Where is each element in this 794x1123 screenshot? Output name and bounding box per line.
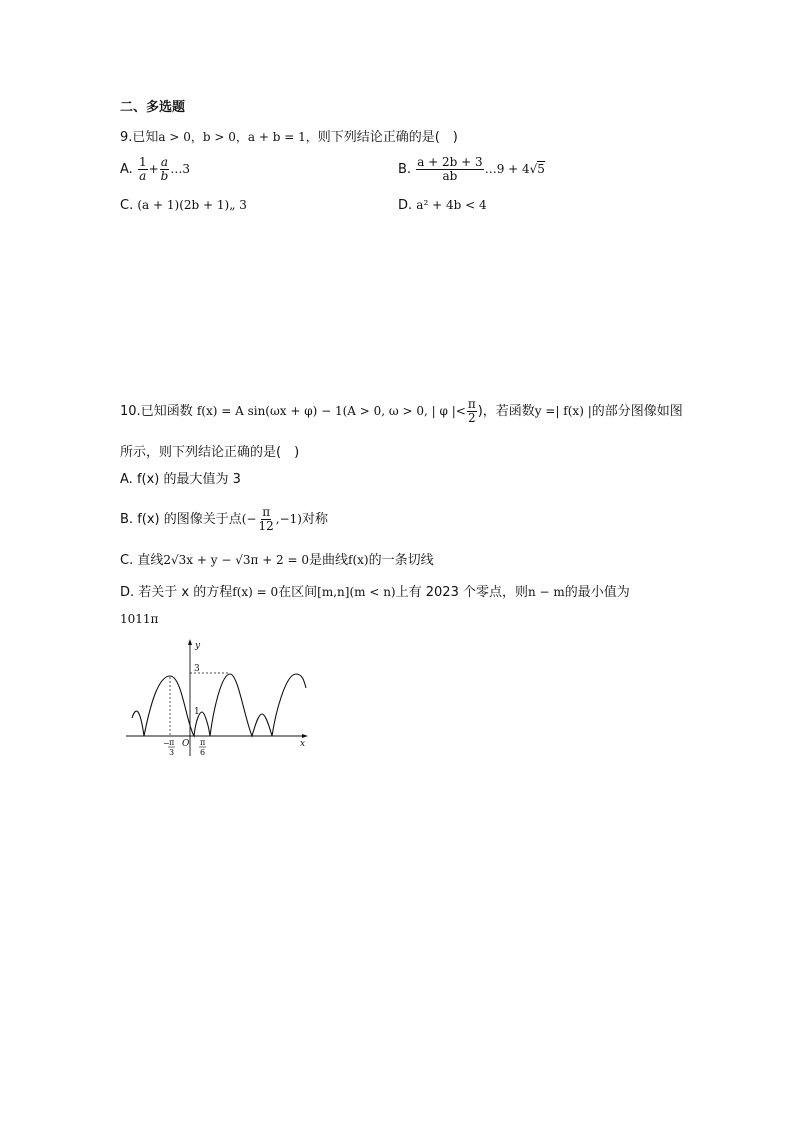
question-10-option-a[interactable] <box>120 468 241 487</box>
y-tick-3: 3 <box>194 664 200 674</box>
question-9-option-d[interactable] <box>398 198 487 213</box>
y-axis-label: y <box>195 641 201 651</box>
option-b-root: 5 <box>537 162 545 176</box>
q10-option-c-text2: 是曲线 <box>309 553 349 568</box>
question-10-stem-line2: 所示，则下列结论正确的是( ) <box>120 445 300 460</box>
option-b-numerator: a + 2b + 3 <box>417 155 483 169</box>
x-axis-arrow <box>302 734 308 738</box>
y-tick-1: 1 <box>194 707 200 717</box>
question-9-prefix: 已知 <box>132 130 159 145</box>
question-10-stem-line1 <box>120 398 683 425</box>
x-tick-pos-num: π <box>200 738 206 747</box>
question-10-number: 10. <box>120 404 141 419</box>
x-tick-neg-sign: − <box>163 739 170 748</box>
question-10-pi-over-2: $\frac{\pi}{2}$ <box>467 397 476 425</box>
q10-option-c-expr: 2√3x + y − √3π + 2 = 0 <box>163 553 310 567</box>
option-d-label: D. <box>398 198 413 213</box>
q10-option-b-text1: f(x) 的图像关于点 <box>137 512 242 527</box>
option-d-expr: a² + 4b < 4 <box>416 198 487 212</box>
origin-label: O <box>182 739 190 749</box>
q10-option-d-text2: 在区间 <box>278 585 318 600</box>
q10-option-b-text2: 对称 <box>301 512 328 527</box>
question-9-option-c[interactable] <box>120 198 247 213</box>
q10-option-d-value: 1011π <box>120 612 159 626</box>
question-9-stem <box>120 126 458 145</box>
question-9-number: 9. <box>120 130 133 145</box>
option-c-expr: (a + 1)(2b + 1)„ 3 <box>137 198 247 212</box>
curve-abs-f <box>132 674 306 736</box>
question-10-text3: 的部分图像如图 <box>591 404 683 419</box>
function-graph <box>124 636 314 760</box>
question-10-option-b[interactable] <box>120 506 328 533</box>
option-b-frac <box>416 156 483 183</box>
question-9-option-b[interactable]: B. $\frac{a + 2b + 3}{ab}$ …9 + 4√5 <box>398 155 545 183</box>
q10-option-b-paren: (− <box>241 512 257 526</box>
q10-option-b-frac: $\frac{\pi}{12}$ <box>258 505 274 533</box>
option-b-relation: …9 + 4 <box>484 162 530 176</box>
x-tick-pos-den: 6 <box>200 748 206 757</box>
q10-option-b-tail: ,−1) <box>275 512 302 526</box>
q10-option-d-diff: n − m <box>527 585 565 599</box>
option-a-relation: …3 <box>170 162 190 176</box>
q10-option-d-text4: 的最小值为 <box>564 585 630 600</box>
x-tick-neg-num: π <box>169 738 175 747</box>
q10-option-c-label: C. <box>120 553 134 568</box>
q10-option-d-text3: 上有 2023 个零点，则 <box>395 585 528 600</box>
option-a-label: A. <box>120 162 133 177</box>
question-10-func-def: f(x) = A sin(ωx + φ) − 1(A > 0, ω > 0, | φ |< <box>196 404 466 418</box>
question-10-text1: 已知函数 <box>140 404 193 419</box>
option-a-frac-1: $\frac{1}{a}$ <box>138 155 147 183</box>
option-a-frac-2: $\frac{a}{b}$ <box>160 155 169 183</box>
question-10-option-d[interactable] <box>120 581 630 600</box>
q10-option-c-func: f(x) <box>348 553 369 567</box>
q10-option-c-text1: 直线 <box>137 553 164 568</box>
section-title: 二、多选题 <box>120 100 186 115</box>
option-b-label: B. <box>398 162 412 177</box>
option-c-label: C. <box>120 198 134 213</box>
q10-option-c-text3: 的一条切线 <box>368 553 434 568</box>
question-10-text2: )，若函数 <box>477 404 535 419</box>
option-b-denominator: ab <box>442 169 458 183</box>
question-9-suffix: 则下列结论正确的是( ) <box>317 130 458 145</box>
q10-option-d-text1: 若关于 x 的方程 <box>138 585 233 600</box>
q10-option-b-label: B. <box>120 512 134 527</box>
x-axis-label: x <box>300 739 306 749</box>
question-10-option-c[interactable] <box>120 549 434 568</box>
x-tick-neg-den: 3 <box>169 748 175 757</box>
y-axis-arrow <box>188 639 192 645</box>
q10-option-d-label: D. <box>120 585 135 600</box>
q10-option-a-text: f(x) 的最大值为 3 <box>136 472 241 487</box>
q10-option-d-interval: [m,n](m < n) <box>317 585 396 599</box>
question-9-option-a[interactable]: A. $\frac{1}{a}$ + $\frac{a}{b}$ …3 <box>120 155 190 183</box>
question-9-condition: a > 0，b > 0，a + b = 1， <box>158 130 318 144</box>
question-10-abs-func: y =| f(x) | <box>534 404 592 418</box>
q10-option-d-eq: f(x) = 0 <box>232 585 279 599</box>
q10-option-a-label: A. <box>120 472 133 487</box>
